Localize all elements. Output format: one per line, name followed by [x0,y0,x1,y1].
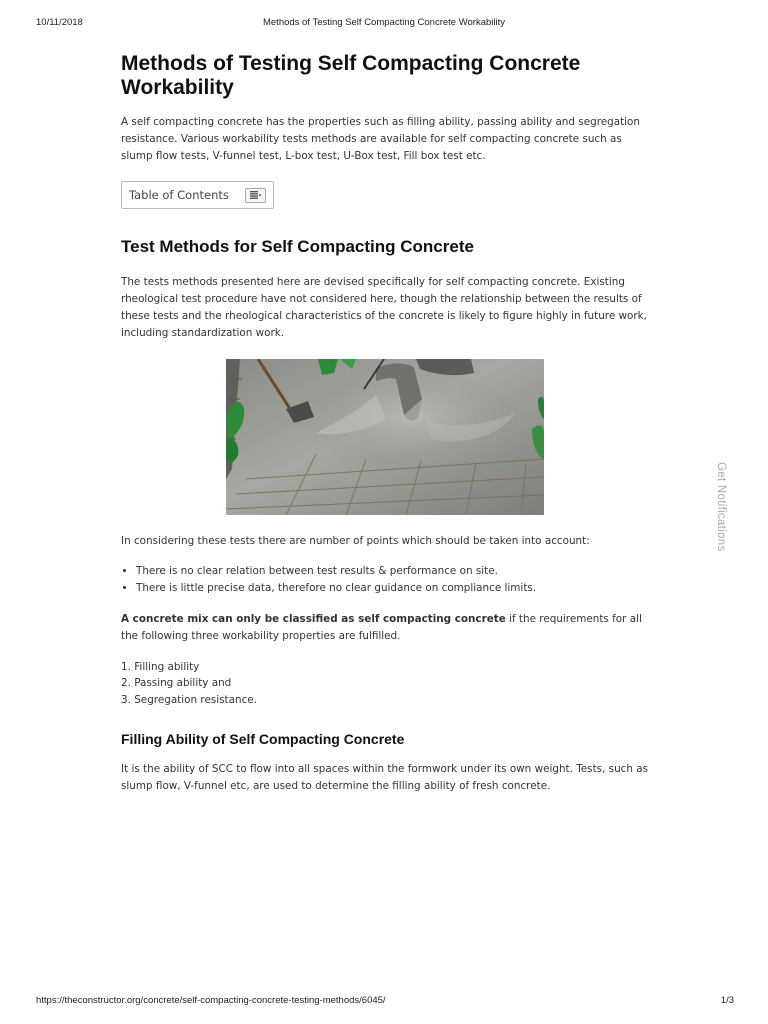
article [121,52,651,795]
classification-paragraph [121,611,651,645]
concrete-pouring-photo [226,359,544,515]
classification-bold-text: A concrete mix can only be classified as self compacting concrete [121,612,506,625]
print-url: https://theconstructor.org/concrete/self-compacting-concrete-testing-methods/6045/ [36,995,386,1006]
list-item: 1. Filling ability [121,660,200,673]
toc-label: Table of Contents [129,188,229,203]
page-title: Methods of Testing Self Compacting Concrete Workability [121,52,581,99]
section-heading-filling-ability: Filling Ability of Self Compacting Concrete [121,730,405,747]
section-heading-test-methods: Test Methods for Self Compacting Concrete [121,237,474,257]
print-header [0,17,768,31]
list-item: • There is no clear relation between test results & performance on site. [136,563,651,580]
workability-properties-list [121,659,651,709]
get-notifications-tab[interactable]: Get Notifications [715,462,727,552]
table-of-contents-toggle[interactable] [121,181,274,209]
print-date: 10/11/2018 [36,17,83,28]
considerations-list [121,563,651,597]
print-title: Methods of Testing Self Compacting Concrete Workability [262,17,505,28]
intro-paragraph: A self compacting concrete has the properties such as filling ability, passing ability and segregation resistance. Various workability tests methods are available for self compacting concrete such as slump flow tests, V-funnel test, L-box test, U-Box test, Fill box test etc. [121,116,640,162]
classification-rest-text: if the requirements for all the following three workability properties are fulfilled. [121,612,642,642]
points-intro-paragraph: In considering these tests there are number of points which should be taken into account: [121,534,590,547]
print-footer [0,995,768,1009]
list-item: • There is little precise data, therefore no clear guidance on compliance limits. [136,580,651,597]
filling-ability-paragraph: It is the ability of SCC to flow into all spaces within the formwork under its own weight. Tests, such as slump flow, V-funnel etc, are used to determine the filling ability of fresh concrete. [121,762,649,792]
test-methods-paragraph: The tests methods presented here are devised specifically for self compacting concrete. Existing rheological test procedure have not considered here, though the relationship between the results of these tests and the rheological characteristics of the concrete is likely to figure highly in future work, including standardization work. [121,276,647,339]
list-icon [245,188,266,203]
list-item: 2. Passing ability and [121,677,232,690]
list-item: 3. Segregation resistance. [121,694,257,707]
page-number: 1/3 [720,995,734,1006]
